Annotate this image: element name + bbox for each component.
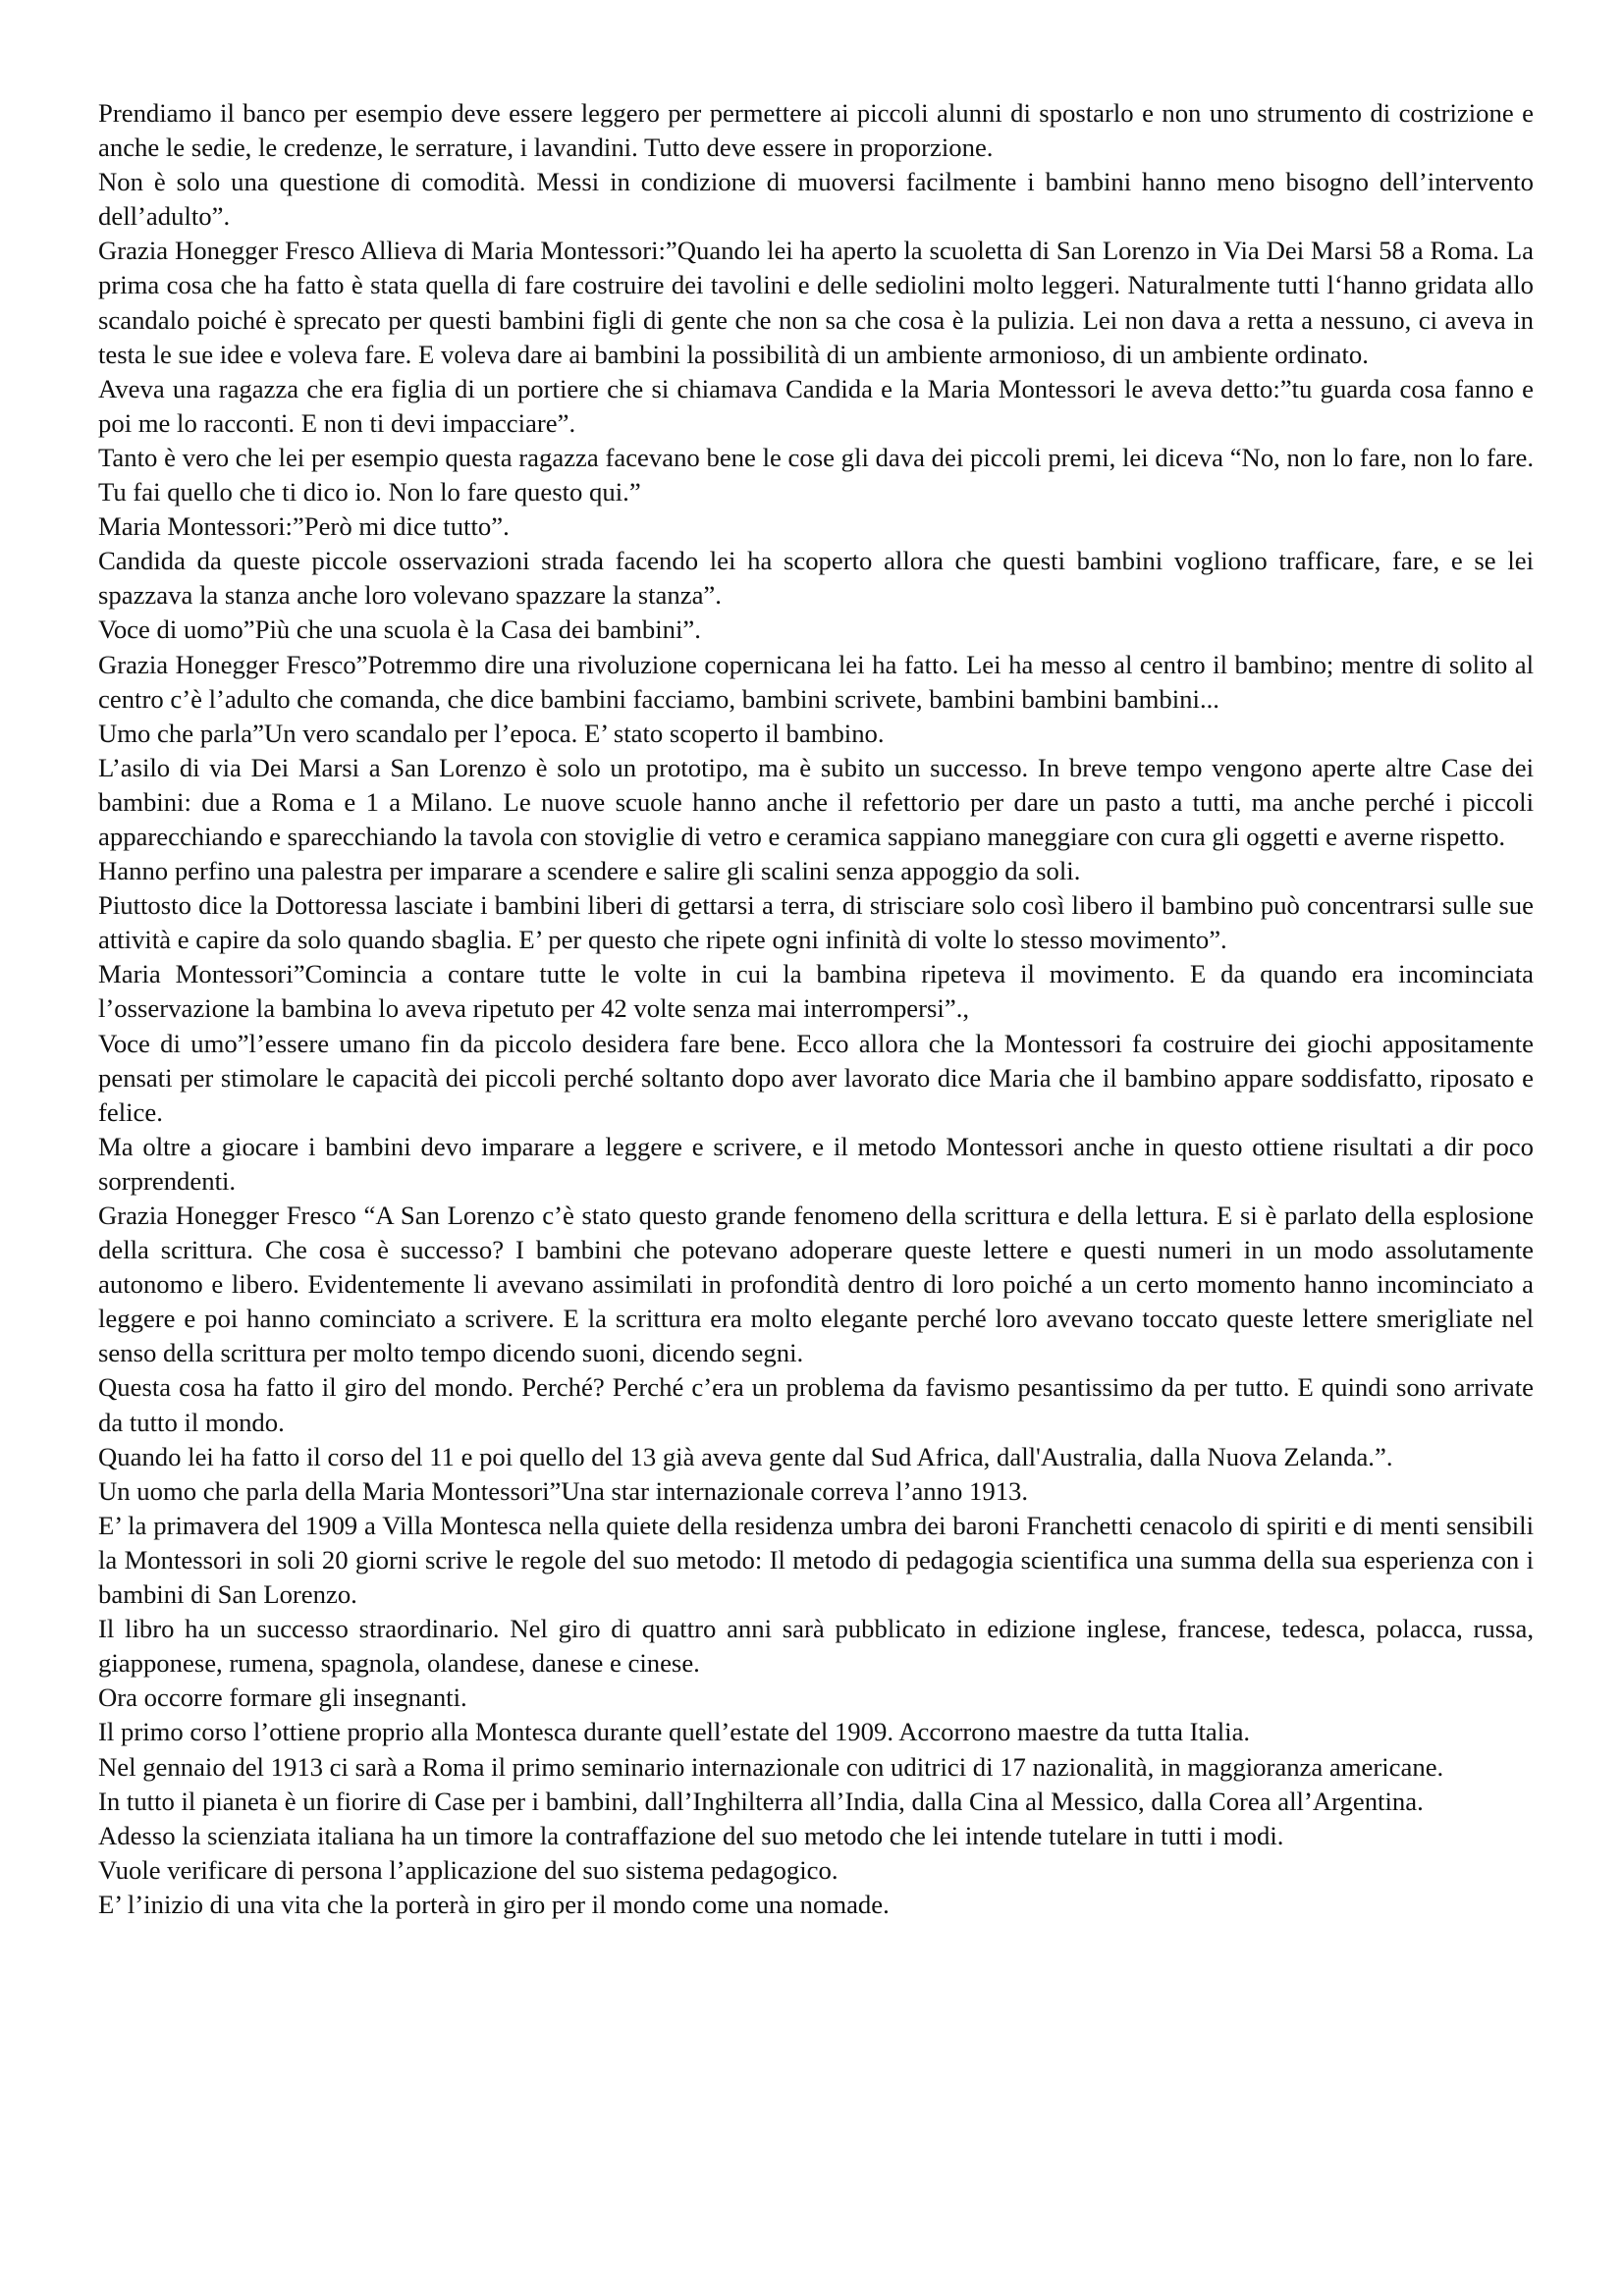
paragraph: Maria Montessori:”Però mi dice tutto”. xyxy=(98,511,510,542)
paragraph: L’asilo di via Dei Marsi a San Lorenzo è solo un prototipo, ma è subito un successo. In breve tempo vengono aperte altre Case dei bambini: due a Roma e 1 a Milano. Le nuove scuole hanno anche il refettorio per dare un pasto a tutti, ma anche perché i piccoli apparecchiando e sparecchiando la tavola con stoviglie di vetro e ceramica sappiano maneggiare con cura gli oggetti e averne rispetto. xyxy=(98,752,1534,851)
paragraph: Quando lei ha fatto il corso del 11 e poi quello del 13 già aveva gente dal Sud Africa, dall'Australia, dalla Nuova Zelanda.”. xyxy=(98,1441,1393,1471)
paragraph: Non è solo una questione di comodità. Messi in condizione di muoversi facilmente i bambini hanno meno bisogno dell’intervento dell’adulto”. xyxy=(98,167,1534,232)
paragraph: Voce di umo”l’essere umano fin da piccolo desidera fare bene. Ecco allora che la Montessori fa costruire dei giochi appositamente pensati per stimolare le capacità dei piccoli perché soltanto dopo aver lavorato dice Maria che il bambino appare soddisfatto, riposato e felice. xyxy=(98,1028,1534,1127)
paragraph: Il libro ha un successo straordinario. Nel giro di quattro anni sarà pubblicato in edizione inglese, francese, tedesca, polacca, russa, giapponese, rumena, spagnola, olandese, danese e cinese. xyxy=(98,1614,1534,1679)
paragraph: Tanto è vero che lei per esempio questa ragazza facevano bene le cose gli dava dei piccoli premi, lei diceva “No, non lo fare, non lo fare. Tu fai quello che ti dico io. Non lo fare questo qui.” xyxy=(98,442,1534,507)
document-page xyxy=(98,96,1534,1922)
paragraph: Vuole verificare di persona l’applicazione del suo sistema pedagogico. xyxy=(98,1854,839,1885)
paragraph: Grazia Honegger Fresco Allieva di Maria Montessori:”Quando lei ha aperto la scuoletta di San Lorenzo in Via Dei Marsi 58 a Roma. La prima cosa che ha fatto è stata quella di fare costruire dei tavolini e delle sediolini molto leggeri. Naturalmente tutti l‘hanno gridata allo scandalo poiché è sprecato per questi bambini figli di gente che non sa che cosa è la pulizia. Lei non dava a retta a nessuno, ci aveva in testa le sue idee e voleva fare. E voleva dare ai bambini la possibilità di un ambiente armonioso, di un ambiente ordinato. xyxy=(98,236,1534,369)
paragraph: Voce di uomo”Più che una scuola è la Casa dei bambini”. xyxy=(98,614,701,645)
paragraph: E’ la primavera del 1909 a Villa Montesca nella quiete della residenza umbra dei baroni Franchetti cenacolo di spiriti e di menti sensibili la Montessori in soli 20 giorni scrive le regole del suo metodo: Il metodo di pedagogia scientifica una summa della sua esperienza con i bambini di San Lorenzo. xyxy=(98,1510,1534,1610)
paragraph: Candida da queste piccole osservazioni strada facendo lei ha scoperto allora che questi bambini vogliono trafficare, fare, e se lei spazzava la stanza anche loro volevano spazzare la stanza”. xyxy=(98,546,1534,611)
paragraph: Aveva una ragazza che era figlia di un portiere che si chiamava Candida e la Maria Montessori le aveva detto:”tu guarda cosa fanno e poi me lo racconti. E non ti devi impacciare”. xyxy=(98,373,1534,438)
paragraph: Ma oltre a giocare i bambini devo imparare a leggere e scrivere, e il metodo Montessori anche in questo ottiene risultati a dir poco sorprendenti. xyxy=(98,1131,1534,1196)
paragraph: E’ l’inizio di una vita che la porterà in giro per il mondo come una nomade. xyxy=(98,1889,890,1919)
paragraph: Un uomo che parla della Maria Montessori”Una star internazionale correva l’anno 1913. xyxy=(98,1475,1029,1506)
paragraph: Nel gennaio del 1913 ci sarà a Roma il primo seminario internazionale con uditrici di 17 nazionalità, in maggioranza americane. xyxy=(98,1751,1444,1782)
paragraph: Maria Montessori”Comincia a contare tutte le volte in cui la bambina ripeteva il movimento. E da quando era incominciata l’osservazione la bambina lo aveva ripetuto per 42 volte senza mai interrompersi”., xyxy=(98,959,1534,1024)
paragraph: Adesso la scienziata italiana ha un timore la contraffazione del suo metodo che lei intende tutelare in tutti i modi. xyxy=(98,1820,1284,1850)
paragraph: Grazia Honegger Fresco “A San Lorenzo c’è stato questo grande fenomeno della scrittura e della lettura. E si è parlato della esplosione della scrittura. Che cosa è successo? I bambini che potevano adoperare queste lettere e questi numeri in un modo assolutamente autonomo e libero. Evidentemente li avevano assimilati in profondità dentro di loro poiché a un certo momento hanno incominciato a leggere e poi hanno cominciato a scrivere. E la scrittura era molto elegante perché loro avevano toccato queste lettere smerigliate nel senso della scrittura per molto tempo dicendo suoni, dicendo segni. xyxy=(98,1201,1534,1368)
paragraph: Grazia Honegger Fresco”Potremmo dire una rivoluzione copernicana lei ha fatto. Lei ha messo al centro il bambino; mentre di solito al centro c’è l’adulto che comanda, che dice bambini facciamo, bambini scrivete, bambini bambini bambini... xyxy=(98,649,1534,714)
paragraph: Il primo corso l’ottiene proprio alla Montesca durante quell’estate del 1909. Accorrono maestre da tutta Italia. xyxy=(98,1717,1251,1747)
paragraph: Umo che parla”Un vero scandalo per l’epoca. E’ stato scoperto il bambino. xyxy=(98,718,885,748)
paragraph: In tutto il pianeta è un fiorire di Case per i bambini, dall’Inghilterra all’India, dalla Cina al Messico, dalla Corea all’Argentina. xyxy=(98,1786,1424,1816)
paragraph: Hanno perfino una palestra per imparare a scendere e salire gli scalini senza appoggio da soli. xyxy=(98,856,1081,886)
paragraph: Ora occorre formare gli insegnanti. xyxy=(98,1682,467,1713)
paragraph: Questa cosa ha fatto il giro del mondo. Perché? Perché c’era un problema da favismo pesantissimo da per tutto. E quindi sono arrivate da tutto il mondo. xyxy=(98,1372,1534,1437)
paragraph: Prendiamo il banco per esempio deve essere leggero per permettere ai piccoli alunni di spostarlo e non uno strumento di costrizione e anche le sedie, le credenze, le serrature, i lavandini. Tutto deve essere in proporzione. xyxy=(98,98,1534,163)
paragraph: Piuttosto dice la Dottoressa lasciate i bambini liberi di gettarsi a terra, di strisciare solo così libero il bambino può concentrarsi sulle sue attività e capire da solo quando sbaglia. E’ per questo che ripete ogni infinità di volte lo stesso movimento”. xyxy=(98,890,1534,955)
